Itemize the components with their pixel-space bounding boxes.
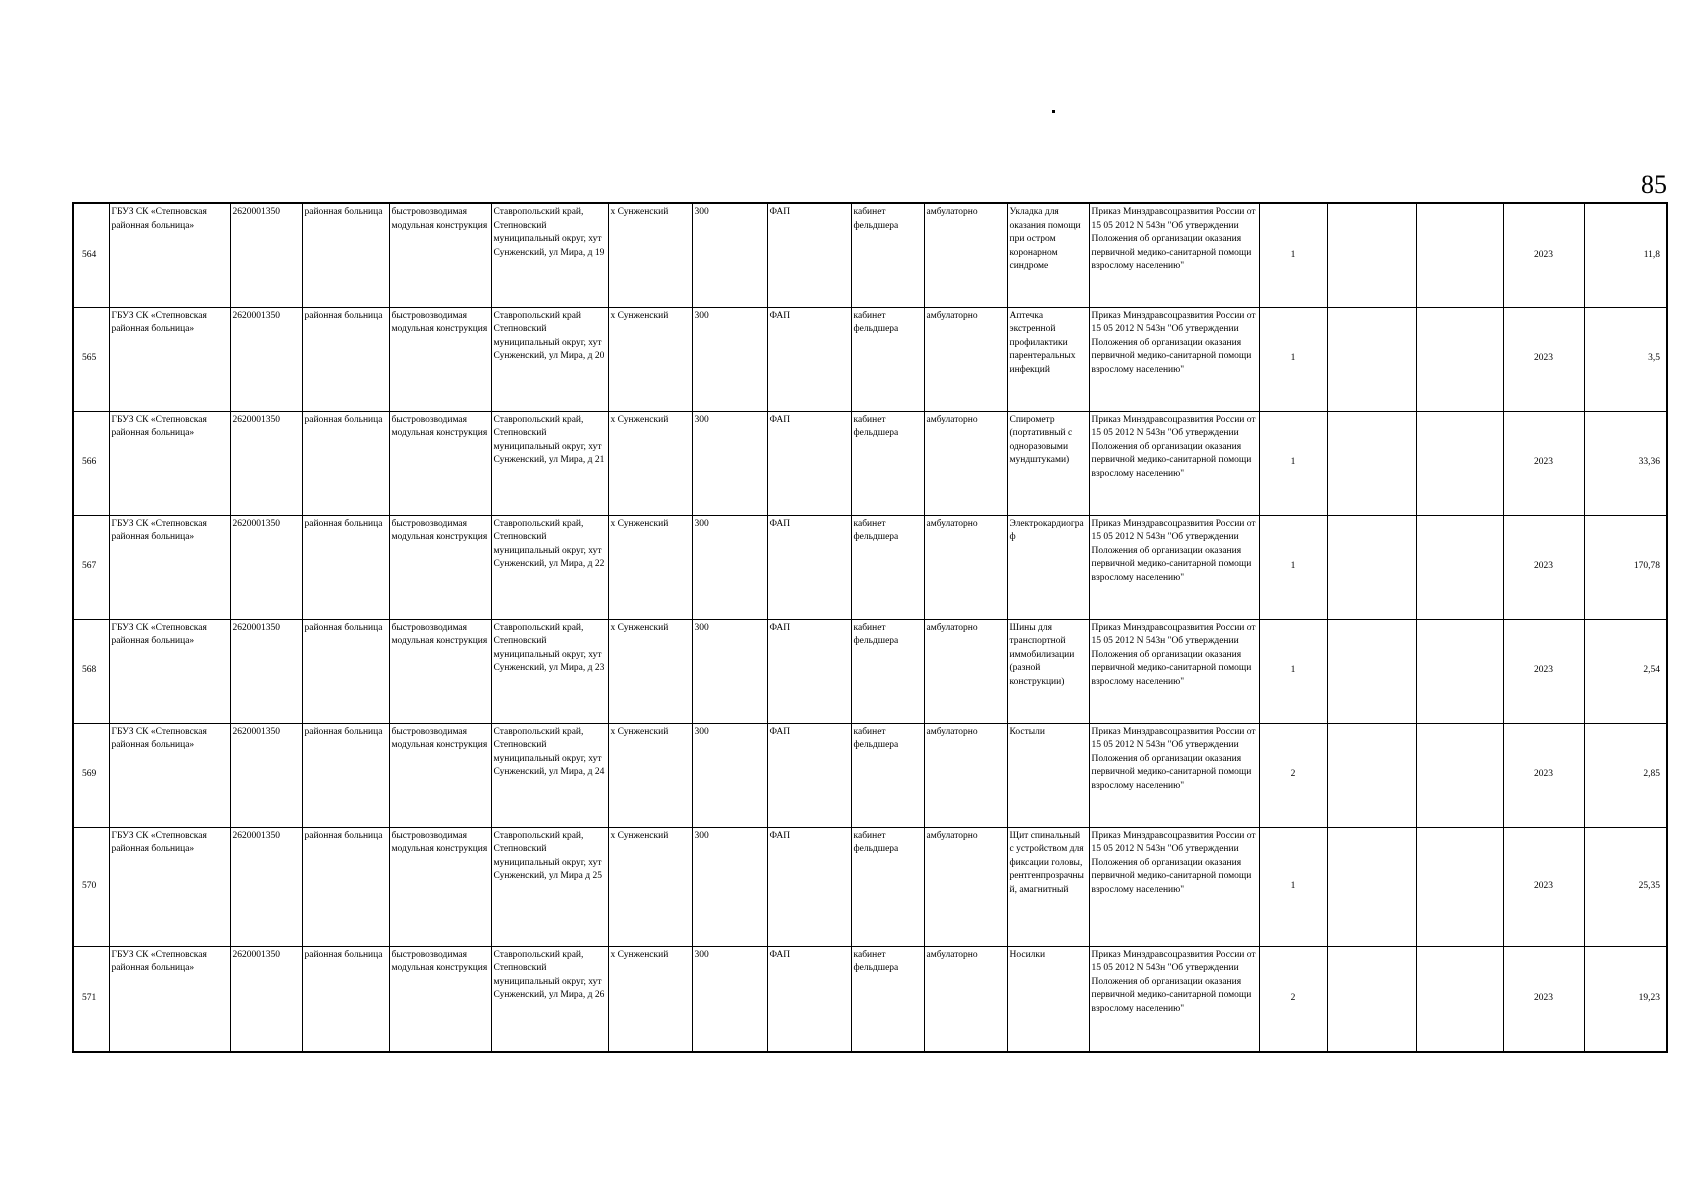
- cell-population: 300: [692, 827, 767, 946]
- cell-cost: 2,54: [1584, 619, 1667, 723]
- cell-population: 300: [692, 515, 767, 619]
- cell-unit-type: ФАП: [767, 307, 851, 411]
- cell-building-type: быстровозводимая модульная конструкция: [389, 203, 491, 307]
- cell-address: Ставропольский край, Степновский муниципальный округ, хут Сунженский, ул Мира д 25: [491, 827, 608, 946]
- cell-unit-type: ФАП: [767, 411, 851, 515]
- cell-regulation: Приказ Минздравсоцразвития России от 15 05 2012 N 543н "Об утверждении Положения об организации оказания первичной медико-санитарной помощи взрослому населению": [1089, 827, 1259, 946]
- cell-blank-2: [1416, 411, 1503, 515]
- cell-care-form: амбулаторно: [924, 515, 1007, 619]
- cell-year: 2023: [1503, 411, 1584, 515]
- cell-room: кабинет фельдшера: [851, 946, 924, 1052]
- cell-blank-1: [1327, 723, 1416, 827]
- cell-blank-2: [1416, 827, 1503, 946]
- cell-unit-type: ФАП: [767, 723, 851, 827]
- cell-unit-type: ФАП: [767, 203, 851, 307]
- cell-year: 2023: [1503, 723, 1584, 827]
- cell-year: 2023: [1503, 827, 1584, 946]
- table-row: [73, 619, 1667, 723]
- cell-organization: ГБУЗ СК «Степновская районная больница»: [109, 203, 230, 307]
- cell-blank-1: [1327, 307, 1416, 411]
- cell-care-form: амбулаторно: [924, 411, 1007, 515]
- cell-regulation: Приказ Минздравсоцразвития России от 15 05 2012 N 543н "Об утверждении Положения об организации оказания первичной медико-санитарной помощи взрослому населению": [1089, 515, 1259, 619]
- table-row: [73, 307, 1667, 411]
- cell-blank-2: [1416, 307, 1503, 411]
- cell-population: 300: [692, 723, 767, 827]
- cell-population: 300: [692, 411, 767, 515]
- cell-regulation: Приказ Минздравсоцразвития России от 15 05 2012 N 543н "Об утверждении Положения об организации оказания первичной медико-санитарной помощи взрослому населению": [1089, 203, 1259, 307]
- cell-care-form: амбулаторно: [924, 946, 1007, 1052]
- cell-inn: 2620001350: [230, 723, 302, 827]
- cell-facility-type: районная больница: [302, 827, 389, 946]
- cell-year: 2023: [1503, 619, 1584, 723]
- cell-blank-1: [1327, 619, 1416, 723]
- cell-inn: 2620001350: [230, 411, 302, 515]
- cell-organization: ГБУЗ СК «Степновская районная больница»: [109, 946, 230, 1052]
- cell-room: кабинет фельдшера: [851, 619, 924, 723]
- cell-blank-1: [1327, 203, 1416, 307]
- cell-equipment: Электрокардиограф: [1007, 515, 1089, 619]
- cell-regulation: Приказ Минздравсоцразвития России от 15 05 2012 N 543н "Об утверждении Положения об организации оказания первичной медико-санитарной помощи взрослому населению": [1089, 411, 1259, 515]
- cell-building-type: быстровозводимая модульная конструкция: [389, 827, 491, 946]
- cell-room: кабинет фельдшера: [851, 827, 924, 946]
- cell-address: Ставропольский край, Степновский муниципальный округ, хут Сунженский, ул Мира, д 24: [491, 723, 608, 827]
- cell-quantity: 1: [1259, 307, 1327, 411]
- cell-blank-2: [1416, 619, 1503, 723]
- cell-regulation: Приказ Минздравсоцразвития России от 15 05 2012 N 543н "Об утверждении Положения об организации оказания первичной медико-санитарной помощи взрослому населению": [1089, 946, 1259, 1052]
- cell-settlement: х Сунженский: [608, 827, 692, 946]
- table-row: [73, 946, 1667, 1052]
- cell-care-form: амбулаторно: [924, 827, 1007, 946]
- cell-blank-2: [1416, 203, 1503, 307]
- cell-address: Ставропольский край, Степновский муниципальный округ, хут Сунженский, ул Мира, д 21: [491, 411, 608, 515]
- cell-room: кабинет фельдшера: [851, 515, 924, 619]
- cell-care-form: амбулаторно: [924, 723, 1007, 827]
- cell-inn: 2620001350: [230, 619, 302, 723]
- cell-blank-1: [1327, 827, 1416, 946]
- table-row: [73, 411, 1667, 515]
- cell-population: 300: [692, 307, 767, 411]
- cell-address: Ставропольский край, Степновский муниципальный округ, хут Сунженский, ул Мира, д 22: [491, 515, 608, 619]
- cell-equipment: Шины для транспортной иммобилизации (разной конструкции): [1007, 619, 1089, 723]
- cell-blank-1: [1327, 946, 1416, 1052]
- cell-inn: 2620001350: [230, 946, 302, 1052]
- cell-room: кабинет фельдшера: [851, 723, 924, 827]
- cell-row-number: 571: [73, 946, 109, 1052]
- cell-equipment: Укладка для оказания помощи при остром коронарном синдроме: [1007, 203, 1089, 307]
- cell-year: 2023: [1503, 307, 1584, 411]
- cell-row-number: 566: [73, 411, 109, 515]
- cell-facility-type: районная больница: [302, 203, 389, 307]
- cell-inn: 2620001350: [230, 515, 302, 619]
- cell-settlement: х Сунженский: [608, 515, 692, 619]
- cell-regulation: Приказ Минздравсоцразвития России от 15 05 2012 N 543н "Об утверждении Положения об организации оказания первичной медико-санитарной помощи взрослому населению": [1089, 723, 1259, 827]
- cell-room: кабинет фельдшера: [851, 203, 924, 307]
- cell-equipment: Костыли: [1007, 723, 1089, 827]
- cell-care-form: амбулаторно: [924, 619, 1007, 723]
- cell-regulation: Приказ Минздравсоцразвития России от 15 05 2012 N 543н "Об утверждении Положения об организации оказания первичной медико-санитарной помощи взрослому населению": [1089, 307, 1259, 411]
- cell-facility-type: районная больница: [302, 307, 389, 411]
- cell-organization: ГБУЗ СК «Степновская районная больница»: [109, 411, 230, 515]
- register-body: [73, 203, 1667, 1052]
- cell-inn: 2620001350: [230, 827, 302, 946]
- cell-building-type: быстровозводимая модульная конструкция: [389, 723, 491, 827]
- cell-facility-type: районная больница: [302, 411, 389, 515]
- cell-quantity: 2: [1259, 723, 1327, 827]
- cell-unit-type: ФАП: [767, 619, 851, 723]
- cell-quantity: 2: [1259, 946, 1327, 1052]
- scan-artifact-dot: [1052, 110, 1055, 113]
- cell-facility-type: районная больница: [302, 619, 389, 723]
- cell-address: Ставропольский край Степновский муниципальный округ, хут Сунженский, ул Мира, д 20: [491, 307, 608, 411]
- cell-year: 2023: [1503, 515, 1584, 619]
- cell-blank-2: [1416, 946, 1503, 1052]
- cell-room: кабинет фельдшера: [851, 307, 924, 411]
- cell-row-number: 568: [73, 619, 109, 723]
- cell-organization: ГБУЗ СК «Степновская районная больница»: [109, 619, 230, 723]
- cell-building-type: быстровозводимая модульная конструкция: [389, 619, 491, 723]
- cell-address: Ставропольский край, Степновский муниципальный округ, хут Сунженский, ул Мира, д 23: [491, 619, 608, 723]
- cell-equipment: Носилки: [1007, 946, 1089, 1052]
- cell-facility-type: районная больница: [302, 515, 389, 619]
- cell-row-number: 570: [73, 827, 109, 946]
- cell-building-type: быстровозводимая модульная конструкция: [389, 946, 491, 1052]
- cell-settlement: х Сунженский: [608, 307, 692, 411]
- cell-cost: 170,78: [1584, 515, 1667, 619]
- cell-room: кабинет фельдшера: [851, 411, 924, 515]
- cell-row-number: 564: [73, 203, 109, 307]
- cell-organization: ГБУЗ СК «Степновская районная больница»: [109, 827, 230, 946]
- cell-cost: 25,35: [1584, 827, 1667, 946]
- equipment-register-table: [72, 202, 1668, 1053]
- cell-building-type: быстровозводимая модульная конструкция: [389, 515, 491, 619]
- cell-settlement: х Сунженский: [608, 411, 692, 515]
- cell-population: 300: [692, 203, 767, 307]
- cell-quantity: 1: [1259, 619, 1327, 723]
- cell-quantity: 1: [1259, 411, 1327, 515]
- cell-blank-2: [1416, 515, 1503, 619]
- cell-address: Ставропольский край, Степновский муниципальный округ, хут Сунженский, ул Мира, д 19: [491, 203, 608, 307]
- cell-blank-1: [1327, 515, 1416, 619]
- cell-facility-type: районная больница: [302, 946, 389, 1052]
- cell-settlement: х Сунженский: [608, 723, 692, 827]
- cell-equipment: Аптечка экстренной профилактики парентеральных инфекций: [1007, 307, 1089, 411]
- cell-row-number: 567: [73, 515, 109, 619]
- cell-inn: 2620001350: [230, 307, 302, 411]
- cell-year: 2023: [1503, 203, 1584, 307]
- cell-unit-type: ФАП: [767, 827, 851, 946]
- page-number: 85: [1641, 170, 1667, 199]
- cell-inn: 2620001350: [230, 203, 302, 307]
- cell-equipment: Щит спинальный с устройством для фиксации головы, рентгенпрозрачный, амагнитный: [1007, 827, 1089, 946]
- cell-cost: 19,23: [1584, 946, 1667, 1052]
- cell-settlement: х Сунженский: [608, 946, 692, 1052]
- cell-quantity: 1: [1259, 827, 1327, 946]
- cell-cost: 2,85: [1584, 723, 1667, 827]
- table-row: [73, 723, 1667, 827]
- cell-care-form: амбулаторно: [924, 203, 1007, 307]
- cell-organization: ГБУЗ СК «Степновская районная больница»: [109, 307, 230, 411]
- cell-building-type: быстровозводимая модульная конструкция: [389, 307, 491, 411]
- cell-cost: 33,36: [1584, 411, 1667, 515]
- cell-facility-type: районная больница: [302, 723, 389, 827]
- cell-row-number: 565: [73, 307, 109, 411]
- table-row: [73, 203, 1667, 307]
- cell-settlement: х Сунженский: [608, 203, 692, 307]
- cell-quantity: 1: [1259, 515, 1327, 619]
- cell-population: 300: [692, 619, 767, 723]
- cell-year: 2023: [1503, 946, 1584, 1052]
- cell-equipment: Спирометр (портативный с одноразовыми мундштуками): [1007, 411, 1089, 515]
- cell-settlement: х Сунженский: [608, 619, 692, 723]
- cell-unit-type: ФАП: [767, 515, 851, 619]
- table-row: [73, 827, 1667, 946]
- cell-care-form: амбулаторно: [924, 307, 1007, 411]
- cell-population: 300: [692, 946, 767, 1052]
- cell-quantity: 1: [1259, 203, 1327, 307]
- table-row: [73, 515, 1667, 619]
- cell-building-type: быстровозводимая модульная конструкция: [389, 411, 491, 515]
- cell-row-number: 569: [73, 723, 109, 827]
- cell-cost: 3,5: [1584, 307, 1667, 411]
- cell-cost: 11,8: [1584, 203, 1667, 307]
- cell-unit-type: ФАП: [767, 946, 851, 1052]
- cell-regulation: Приказ Минздравсоцразвития России от 15 05 2012 N 543н "Об утверждении Положения об организации оказания первичной медико-санитарной помощи взрослому населению": [1089, 619, 1259, 723]
- cell-address: Ставропольский край, Степновский муниципальный округ, хут Сунженский, ул Мира, д 26: [491, 946, 608, 1052]
- cell-blank-2: [1416, 723, 1503, 827]
- cell-organization: ГБУЗ СК «Степновская районная больница»: [109, 723, 230, 827]
- cell-blank-1: [1327, 411, 1416, 515]
- cell-organization: ГБУЗ СК «Степновская районная больница»: [109, 515, 230, 619]
